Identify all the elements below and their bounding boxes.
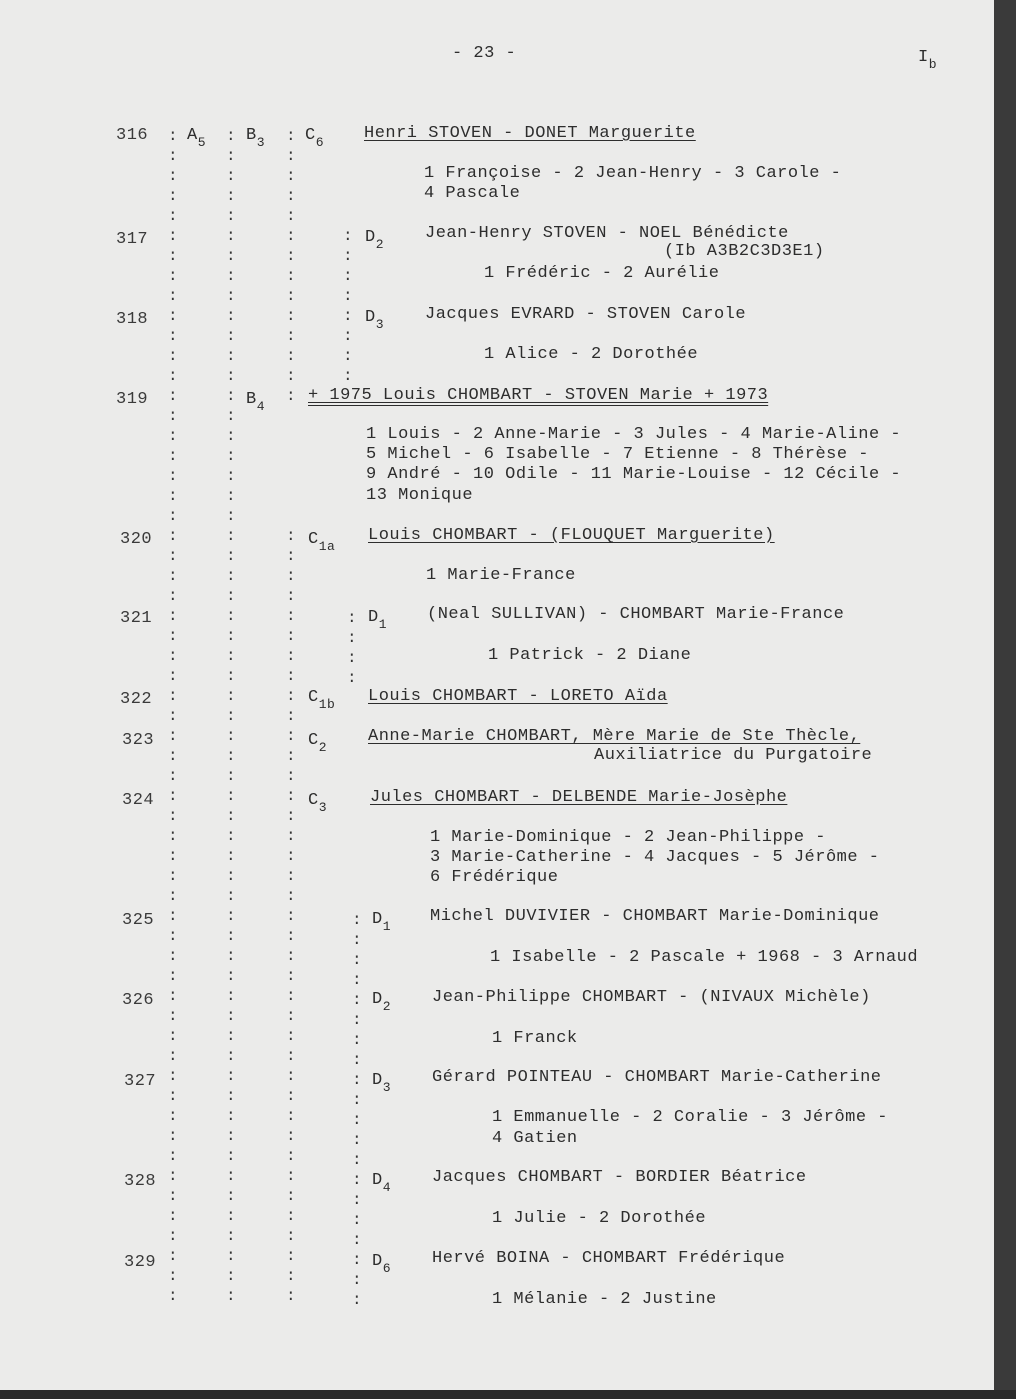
colon-guide: : (168, 1047, 178, 1065)
colon-guide: : (286, 667, 296, 685)
section-mark: $I_b$ (918, 48, 938, 72)
entry-number: 326 (122, 991, 155, 1010)
colon-guide: : (226, 627, 236, 645)
colon-guide: : (168, 207, 178, 225)
colon-guide: : (168, 1167, 178, 1185)
colon-guide: : (286, 887, 296, 905)
colon-guide: : (226, 347, 236, 365)
colon-guide: : (226, 647, 236, 665)
colon-guide: : (343, 287, 353, 305)
children-line: 1 Marie-France (426, 566, 576, 585)
colon-guide: : (286, 607, 296, 625)
entry-number: 321 (120, 609, 153, 628)
colon-guide: : (286, 1227, 296, 1245)
children-line: 1 Franck (492, 1029, 578, 1048)
generation-d: $D_3$ (365, 308, 385, 332)
colon-guide: : (226, 487, 236, 505)
colon-guide: : (226, 867, 236, 885)
colon-guide: : (168, 847, 178, 865)
colon-guide: : (286, 387, 296, 405)
couple-title: Anne-Marie CHOMBART, Mère Marie de Ste Thècle, (368, 727, 861, 746)
colon-guide: : (286, 1187, 296, 1205)
entry-number: 318 (116, 310, 149, 329)
generation-a: $A_5$ (187, 126, 207, 150)
entry-number: 323 (122, 731, 155, 750)
colon-guide: : (226, 1107, 236, 1125)
colon-guide: : (226, 1087, 236, 1105)
colon-guide: : (168, 427, 178, 445)
colon-guide: : (168, 327, 178, 345)
colon-guide: : (286, 127, 296, 145)
colon-guide: : (347, 649, 357, 667)
colon-guide: : (352, 1211, 362, 1229)
colon-guide: : (286, 1127, 296, 1145)
colon-guide: : (286, 907, 296, 925)
colon-guide: : (168, 187, 178, 205)
colon-guide: : (286, 947, 296, 965)
generation-d: $D_3$ (372, 1071, 392, 1095)
entry-number: 328 (124, 1172, 157, 1191)
colon-guide: : (286, 167, 296, 185)
colon-guide: : (226, 687, 236, 705)
colon-guide: : (286, 527, 296, 545)
colon-guide: : (343, 307, 353, 325)
colon-guide: : (286, 367, 296, 385)
colon-guide: : (286, 1287, 296, 1305)
couple-title-continued: Auxiliatrice du Purgatoire (594, 746, 873, 765)
colon-guide: : (226, 307, 236, 325)
colon-guide: : (286, 847, 296, 865)
colon-guide: : (168, 347, 178, 365)
colon-guide: : (168, 967, 178, 985)
colon-guide: : (286, 567, 296, 585)
colon-guide: : (352, 951, 362, 969)
colon-guide: : (226, 127, 236, 145)
generation-c: $C_{1b}$ (308, 688, 336, 712)
colon-guide: : (226, 447, 236, 465)
colon-guide: : (226, 1127, 236, 1145)
couple-title: Jacques CHOMBART - BORDIER Béatrice (432, 1168, 807, 1187)
colon-guide: : (226, 1147, 236, 1165)
colon-guide: : (226, 1267, 236, 1285)
entry-number: 316 (116, 126, 149, 145)
colon-guide: : (168, 587, 178, 605)
children-line: 9 André - 10 Odile - 11 Marie-Louise - 12 Cécile - (366, 465, 902, 484)
colon-guide: : (226, 667, 236, 685)
colon-guide: : (286, 227, 296, 245)
colon-guide: : (168, 687, 178, 705)
colon-guide: : (286, 747, 296, 765)
colon-guide: : (168, 607, 178, 625)
colon-guide: : (168, 467, 178, 485)
colon-guide: : (286, 647, 296, 665)
colon-guide: : (352, 1031, 362, 1049)
colon-guide: : (347, 609, 357, 627)
colon-guide: : (352, 1151, 362, 1169)
generation-c: $C_{1a}$ (308, 530, 336, 554)
colon-guide: : (226, 507, 236, 525)
colon-guide: : (226, 967, 236, 985)
colon-guide: : (168, 667, 178, 685)
colon-guide: : (226, 387, 236, 405)
colon-guide: : (343, 367, 353, 385)
couple-title: Jean-Philippe CHOMBART - (NIVAUX Michèle) (432, 988, 871, 1007)
colon-guide: : (352, 1071, 362, 1089)
colon-guide: : (226, 407, 236, 425)
colon-guide: : (168, 1247, 178, 1265)
children-line: 5 Michel - 6 Isabelle - 7 Etienne - 8 Thérèse - (366, 445, 869, 464)
colon-guide: : (286, 1247, 296, 1265)
colon-guide: : (226, 207, 236, 225)
colon-guide: : (286, 1107, 296, 1125)
colon-guide: : (168, 1127, 178, 1145)
colon-guide: : (352, 1291, 362, 1309)
colon-guide: : (168, 767, 178, 785)
colon-guide: : (286, 627, 296, 645)
colon-guide: : (168, 127, 178, 145)
entry-number: 324 (122, 791, 155, 810)
colon-guide: : (226, 567, 236, 585)
colon-guide: : (226, 807, 236, 825)
colon-guide: : (286, 187, 296, 205)
colon-guide: : (226, 907, 236, 925)
colon-guide: : (168, 1227, 178, 1245)
colon-guide: : (352, 1131, 362, 1149)
generation-d: $D_2$ (372, 990, 392, 1014)
colon-guide: : (352, 931, 362, 949)
page-number: - 23 - (452, 44, 517, 63)
children-line: 1 Patrick - 2 Diane (488, 646, 692, 665)
colon-guide: : (168, 867, 178, 885)
colon-guide: : (343, 347, 353, 365)
colon-guide: : (226, 1047, 236, 1065)
colon-guide: : (226, 527, 236, 545)
colon-guide: : (226, 1247, 236, 1265)
children-line: 4 Pascale (424, 184, 521, 203)
colon-guide: : (168, 707, 178, 725)
colon-guide: : (168, 787, 178, 805)
scan-bottom-edge (0, 1390, 1016, 1399)
couple-title: Jean-Henry STOVEN - NOEL Bénédicte (425, 224, 789, 243)
colon-guide: : (168, 227, 178, 245)
entry-number: 322 (120, 690, 153, 709)
children-line: 1 Isabelle - 2 Pascale + 1968 - 3 Arnaud (490, 948, 919, 967)
colon-guide: : (226, 587, 236, 605)
colon-guide: : (168, 947, 178, 965)
scan-edge (994, 0, 1016, 1399)
colon-guide: : (286, 347, 296, 365)
colon-guide: : (168, 1027, 178, 1045)
colon-guide: : (168, 567, 178, 585)
colon-guide: : (226, 947, 236, 965)
colon-guide: : (226, 887, 236, 905)
colon-guide: : (286, 267, 296, 285)
colon-guide: : (168, 367, 178, 385)
colon-guide: : (286, 1087, 296, 1105)
cross-reference: (Ib A3B2C3D3E1) (664, 242, 825, 261)
children-line: 1 Frédéric - 2 Aurélie (484, 264, 720, 283)
colon-guide: : (352, 1231, 362, 1249)
colon-guide: : (168, 447, 178, 465)
generation-d: $D_4$ (372, 1171, 392, 1195)
colon-guide: : (168, 1007, 178, 1025)
colon-guide: : (286, 767, 296, 785)
generation-c: $C_2$ (308, 731, 328, 755)
colon-guide: : (286, 327, 296, 345)
children-line: 4 Gatien (492, 1129, 578, 1148)
colon-guide: : (226, 987, 236, 1005)
colon-guide: : (343, 267, 353, 285)
colon-guide: : (286, 1167, 296, 1185)
colon-guide: : (352, 1191, 362, 1209)
colon-guide: : (343, 227, 353, 245)
colon-guide: : (286, 1267, 296, 1285)
couple-title: Louis CHOMBART - LORETO Aïda (368, 687, 668, 706)
colon-guide: : (168, 1067, 178, 1085)
colon-guide: : (286, 967, 296, 985)
couple-title: Louis CHOMBART - (FLOUQUET Marguerite) (368, 526, 775, 545)
colon-guide: : (168, 247, 178, 265)
colon-guide: : (226, 287, 236, 305)
colon-guide: : (168, 807, 178, 825)
children-line: 1 Alice - 2 Dorothée (484, 345, 699, 364)
colon-guide: : (226, 167, 236, 185)
generation-c: $C_6$ (305, 126, 325, 150)
couple-title: + 1975 Louis CHOMBART - STOVEN Marie + 1973 (308, 386, 769, 405)
colon-guide: : (352, 1091, 362, 1109)
colon-guide: : (168, 627, 178, 645)
colon-guide: : (226, 847, 236, 865)
colon-guide: : (168, 147, 178, 165)
colon-guide: : (286, 587, 296, 605)
colon-guide: : (352, 911, 362, 929)
children-line: 3 Marie-Catherine - 4 Jacques - 5 Jérôme - (430, 848, 880, 867)
colon-guide: : (286, 687, 296, 705)
colon-guide: : (226, 1167, 236, 1185)
colon-guide: : (352, 1111, 362, 1129)
colon-guide: : (226, 227, 236, 245)
colon-guide: : (168, 1207, 178, 1225)
colon-guide: : (226, 707, 236, 725)
colon-guide: : (168, 1287, 178, 1305)
colon-guide: : (226, 327, 236, 345)
colon-guide: : (168, 987, 178, 1005)
colon-guide: : (226, 927, 236, 945)
colon-guide: : (168, 507, 178, 525)
colon-guide: : (286, 207, 296, 225)
colon-guide: : (286, 547, 296, 565)
colon-guide: : (226, 547, 236, 565)
children-line: 1 Louis - 2 Anne-Marie - 3 Jules - 4 Marie-Aline - (366, 425, 902, 444)
colon-guide: : (226, 1067, 236, 1085)
colon-guide: : (226, 1027, 236, 1045)
colon-guide: : (347, 669, 357, 687)
children-line: 6 Frédérique (430, 868, 559, 887)
colon-guide: : (343, 327, 353, 345)
colon-guide: : (226, 747, 236, 765)
colon-guide: : (168, 1187, 178, 1205)
colon-guide: : (352, 1271, 362, 1289)
colon-guide: : (286, 307, 296, 325)
colon-guide: : (226, 1207, 236, 1225)
colon-guide: : (168, 487, 178, 505)
generation-d: $D_1$ (372, 910, 392, 934)
colon-guide: : (168, 407, 178, 425)
couple-title: Michel DUVIVIER - CHOMBART Marie-Dominique (430, 907, 880, 926)
colon-guide: : (286, 147, 296, 165)
colon-guide: : (226, 147, 236, 165)
couple-title: Henri STOVEN - DONET Marguerite (364, 124, 696, 143)
colon-guide: : (226, 1287, 236, 1305)
colon-guide: : (168, 387, 178, 405)
colon-guide: : (286, 1147, 296, 1165)
colon-guide: : (168, 907, 178, 925)
colon-guide: : (168, 727, 178, 745)
colon-guide: : (352, 1251, 362, 1269)
entry-number: 327 (124, 1072, 157, 1091)
colon-guide: : (286, 247, 296, 265)
colon-guide: : (226, 427, 236, 445)
colon-guide: : (352, 1011, 362, 1029)
generation-c: $C_3$ (308, 791, 328, 815)
colon-guide: : (226, 187, 236, 205)
colon-guide: : (168, 1147, 178, 1165)
generation-b: $B_3$ (246, 126, 266, 150)
colon-guide: : (226, 607, 236, 625)
colon-guide: : (286, 867, 296, 885)
colon-guide: : (168, 827, 178, 845)
couple-title: Jules CHOMBART - DELBENDE Marie-Josèphe (370, 788, 788, 807)
entry-number: 320 (120, 530, 153, 549)
colon-guide: : (226, 267, 236, 285)
colon-guide: : (347, 629, 357, 647)
children-line: 13 Monique (366, 486, 474, 505)
colon-guide: : (286, 1027, 296, 1045)
colon-guide: : (286, 1207, 296, 1225)
colon-guide: : (352, 971, 362, 989)
colon-guide: : (168, 307, 178, 325)
colon-guide: : (168, 287, 178, 305)
colon-guide: : (286, 1007, 296, 1025)
colon-guide: : (286, 727, 296, 745)
colon-guide: : (286, 807, 296, 825)
colon-guide: : (168, 1087, 178, 1105)
colon-guide: : (226, 787, 236, 805)
entry-number: 325 (122, 911, 155, 930)
colon-guide: : (226, 247, 236, 265)
couple-title: (Neal SULLIVAN) - CHOMBART Marie-France (427, 605, 845, 624)
children-line: 1 Julie - 2 Dorothée (492, 1209, 707, 1228)
children-line: 1 Françoise - 2 Jean-Henry - 3 Carole - (424, 164, 842, 183)
colon-guide: : (168, 547, 178, 565)
colon-guide: : (226, 467, 236, 485)
colon-guide: : (352, 1171, 362, 1189)
colon-guide: : (168, 1107, 178, 1125)
colon-guide: : (168, 1267, 178, 1285)
colon-guide: : (168, 647, 178, 665)
couple-title: Jacques EVRARD - STOVEN Carole (425, 305, 747, 324)
generation-b: $B_4$ (246, 390, 266, 414)
entry-number: 329 (124, 1253, 157, 1272)
children-line: 1 Marie-Dominique - 2 Jean-Philippe - (430, 828, 826, 847)
colon-guide: : (168, 267, 178, 285)
colon-guide: : (286, 987, 296, 1005)
colon-guide: : (343, 247, 353, 265)
colon-guide: : (286, 787, 296, 805)
colon-guide: : (286, 827, 296, 845)
couple-title: Hervé BOINA - CHOMBART Frédérique (432, 1249, 786, 1268)
colon-guide: : (226, 767, 236, 785)
colon-guide: : (168, 527, 178, 545)
colon-guide: : (168, 927, 178, 945)
generation-d: $D_6$ (372, 1252, 392, 1276)
colon-guide: : (226, 727, 236, 745)
colon-guide: : (286, 287, 296, 305)
children-line: 1 Emmanuelle - 2 Coralie - 3 Jérôme - (492, 1108, 888, 1127)
colon-guide: : (168, 167, 178, 185)
colon-guide: : (352, 1051, 362, 1069)
colon-guide: : (352, 991, 362, 1009)
colon-guide: : (286, 707, 296, 725)
colon-guide: : (168, 747, 178, 765)
children-line: 1 Mélanie - 2 Justine (492, 1290, 717, 1309)
colon-guide: : (226, 1227, 236, 1245)
colon-guide: : (286, 1067, 296, 1085)
colon-guide: : (226, 367, 236, 385)
colon-guide: : (226, 1007, 236, 1025)
colon-guide: : (226, 827, 236, 845)
generation-d: $D_2$ (365, 228, 385, 252)
colon-guide: : (226, 1187, 236, 1205)
entry-number: 319 (116, 390, 149, 409)
entry-number: 317 (116, 230, 149, 249)
colon-guide: : (286, 927, 296, 945)
colon-guide: : (168, 887, 178, 905)
generation-d: $D_1$ (368, 608, 388, 632)
couple-title: Gérard POINTEAU - CHOMBART Marie-Catherine (432, 1068, 882, 1087)
colon-guide: : (286, 1047, 296, 1065)
